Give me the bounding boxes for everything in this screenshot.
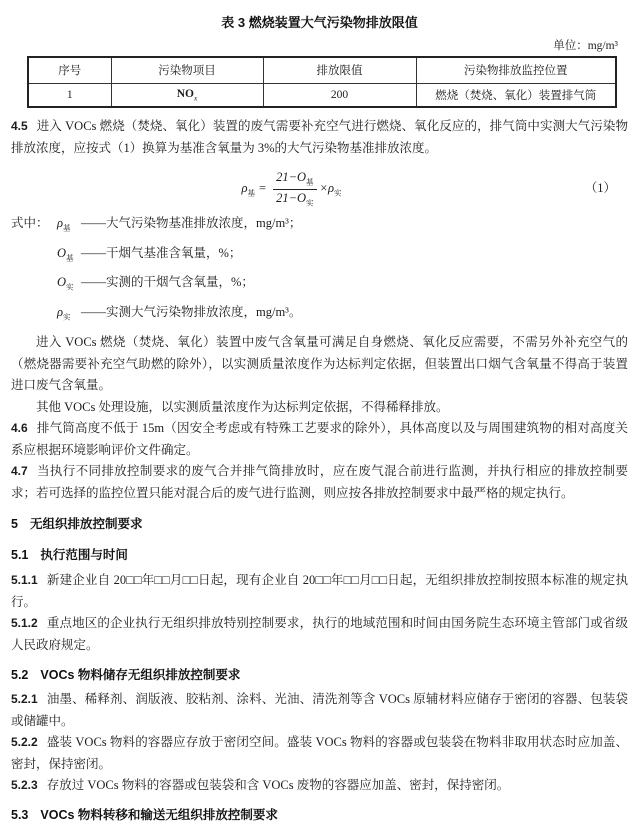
table-caption: 表 3 燃烧装置大气污染物排放限值 — [221, 15, 418, 30]
table-header-location: 污染物排放监控位置 — [416, 57, 616, 83]
symbol: $\rho_实$ — [57, 304, 71, 321]
clause-5-2-3 — [11, 775, 628, 797]
paragraph-oxygen-self: 进入 VOCs 燃烧（焚烧、氧化）装置中废气含氧量可满足自身燃烧、氧化反应需要，不需另外补充空气的（燃烧器需要补充空气助燃的除外），以实测质量浓度作为达标判定依据，但装置出口烟气含氧量不得高于装置进口废气含氧量。 — [11, 335, 628, 392]
clause-text: 存放过 VOCs 物料的容器或包装袋和含 VOCs 废物的容器应加盖、密封，保持密闭。 — [46, 778, 510, 792]
clause-number: 5.1.2 — [11, 616, 38, 630]
symbol: $\rho_基$ — [57, 216, 71, 233]
definition-line — [11, 300, 628, 330]
heading-title: 执行范围与时间 — [40, 548, 128, 562]
fraction-numerator: $21-O_基$ — [273, 170, 316, 190]
symbol: $O_基$ — [57, 245, 74, 262]
fraction-denominator: $21-O_实$ — [276, 190, 314, 207]
heading-number: 5.3 — [11, 807, 29, 822]
definition-text: ——实测大气污染物排放浓度，mg/m³。 — [81, 304, 302, 319]
equation-number: （1） — [584, 181, 616, 195]
heading-5-3 — [11, 805, 628, 823]
clause-text: 油墨、稀释剂、润版液、胶粘剂、涂料、光油、清洗剂等含 VOCs 原辅材料应储存于密闭的容器、包装袋或储罐中。 — [11, 692, 628, 728]
clause-5-2-1 — [11, 689, 628, 732]
table-header-row — [28, 57, 616, 83]
table-row — [28, 83, 616, 107]
clause-number: 5.2.2 — [11, 735, 38, 749]
heading-number: 5.1 — [11, 548, 29, 562]
clause-text: 盛装 VOCs 物料的容器应存放于密闭空间。盛装 VOCs 物料的容器或包装袋在物料非取用状态时应加盖、密封，保持密闭。 — [11, 735, 628, 771]
heading-5-2 — [11, 665, 628, 683]
formula-rhs: ×ρ — [319, 180, 334, 195]
equation-1 — [11, 166, 628, 206]
heading-title: VOCs 物料转移和输送无组织排放控制要求 — [40, 807, 278, 822]
table-unit-label: 单位：mg/m³ — [553, 40, 618, 52]
definition-line — [11, 211, 628, 241]
heading-5 — [11, 514, 628, 532]
cell-limit: 200 — [263, 83, 416, 107]
clause-number: 4.5 — [11, 119, 28, 133]
heading-title: VOCs 物料储存无组织排放控制要求 — [40, 668, 241, 682]
equals-sign: = — [259, 180, 267, 195]
symbol: $O_实$ — [57, 275, 74, 292]
clause-number: 5.1.1 — [11, 573, 38, 587]
clause-5-2-2 — [11, 732, 628, 775]
formula-fraction — [273, 170, 316, 208]
clause-5-1-2 — [11, 613, 628, 656]
definition-text: ——干烟气基准含氧量，%； — [81, 245, 242, 260]
clause-number: 4.7 — [11, 464, 28, 478]
clause-4-6 — [11, 418, 628, 461]
definition-text: ——大气污染物基准排放浓度，mg/m³； — [81, 216, 302, 230]
clause-text: 进入 VOCs 燃烧（焚烧、氧化）装置的废气需要补充空气进行燃烧、氧化反应的，排气筒中实测大气污染物排放浓度，应按式（1）换算为基准含氧量为 3%的大气污染物基准排放浓度。 — [11, 119, 628, 155]
clause-text: 当执行不同排放控制要求的废气合并排气筒排放时，应在废气混合前进行监测，并执行相应的排放控制要求；若可选择的监控位置只能对混合后的废气进行监测，则应按各排放控制要求中最严格的规定执行。 — [11, 464, 628, 500]
emission-limits-table — [27, 56, 617, 108]
clause-5-1-1 — [11, 570, 628, 613]
definition-line — [11, 270, 628, 300]
clause-number: 4.6 — [11, 421, 28, 435]
clause-text: 重点地区的企业执行无组织排放特别控制要求，执行的地域范围和时间由国务院生态环境主管部门或省级人民政府规定。 — [11, 616, 628, 652]
heading-5-1 — [11, 545, 628, 563]
heading-number: 5.2 — [11, 668, 29, 682]
definition-text: ——实测的干烟气含氧量，%； — [81, 275, 254, 289]
symbol-definitions — [11, 211, 628, 329]
table-header-pollutant: 污染物项目 — [111, 57, 263, 83]
cell-no: 1 — [28, 83, 111, 107]
formula-expression: $\rho_基$ = $\frac{21-O_基}{21-O_实}$ $\times\rho_实$ — [241, 170, 342, 207]
cell-pollutant: $NO_x$ — [111, 83, 263, 107]
clause-text: 排气筒高度不低于 15m（因安全考虑或有特殊工艺要求的除外），具体高度以及与周围建筑物的相对高度关系应根据环境影响评价文件确定。 — [11, 421, 628, 457]
definition-line — [11, 241, 628, 271]
clause-4-7 — [11, 461, 628, 504]
clause-number: 5.2.3 — [11, 778, 38, 792]
cell-location: 燃烧（焚烧、氧化）装置排气筒 — [416, 83, 616, 107]
heading-title: 无组织排放控制要求 — [29, 517, 143, 531]
heading-number: 5 — [11, 517, 18, 531]
table-header-no: 序号 — [28, 57, 111, 83]
clause-text: 新建企业自 20□□年□□月□□日起，现有企业自 20□□年□□月□□日起，无组织排放控制按照本标准的规定执行。 — [11, 573, 628, 609]
where-label: 式中： — [11, 216, 49, 230]
table-header-limit: 排放限值 — [263, 57, 416, 83]
clause-number: 5.2.1 — [11, 692, 38, 706]
paragraph-other-facilities: 其他 VOCs 处理设施，以实测质量浓度作为达标判定依据，不得稀释排放。 — [36, 399, 449, 414]
formula-lhs: ρ — [241, 180, 248, 195]
clause-4-5 — [11, 116, 628, 159]
